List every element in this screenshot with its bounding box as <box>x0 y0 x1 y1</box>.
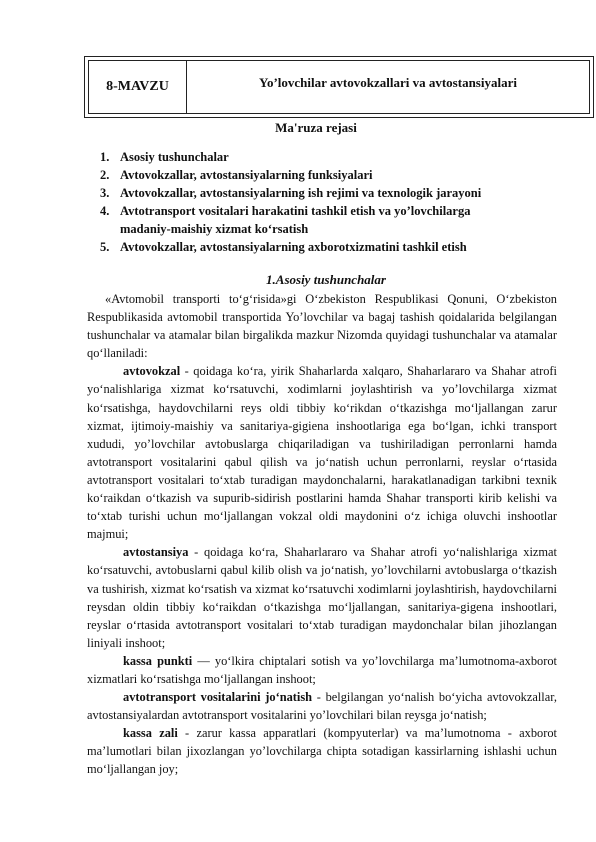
plan-item-number: 3. <box>100 186 110 200</box>
section-body <box>87 290 557 779</box>
term-paragraph <box>87 543 557 652</box>
term-paragraph <box>87 688 557 724</box>
term-definition: - belgilangan yo‘nalish bo‘yicha avtovokzallar, avtostansiyalardan avtotransport vositalarini yo’lovchilari bilan reysga jo‘natish; <box>87 690 557 723</box>
plan-item <box>100 184 520 202</box>
topic-header-table <box>84 56 594 118</box>
term-name: avtotransport vositalarini jo‘natish <box>123 690 313 705</box>
plan-title: Ma'ruza rejasi <box>275 120 357 135</box>
plan-list <box>100 148 520 256</box>
plan-item <box>100 166 520 184</box>
term-definition: - zarur kassa apparatlari (kompyuterlar) va ma’lumotnoma - axborot ma’lumotlari bilan jixozlangan yo’lovchilarga chipta sotadigan kassirlarning ishlashi uchun mo‘ljallangan joy; <box>87 726 557 777</box>
topic-title: Yo’lovchilar avtovokzallari va avtostansiyalari <box>259 75 517 90</box>
term-paragraph <box>87 652 557 688</box>
term-definition: — yo‘lkira chiptalari sotish va yo’lovchilarga ma’lumotnoma-axborot xizmatlari ko‘rsatishga mo‘ljallangan inshoot; <box>87 653 557 686</box>
plan-item <box>100 202 520 238</box>
term-name: avtovokzal <box>123 364 181 379</box>
intro-paragraph: «Avtomobil transporti to‘g‘risida»gi O‘zbekiston Respublikasi Qonuni, O‘zbekiston Respublikasida avtomobil transportida Yo’lovchilar va bagaj tashish qoidalarida belgilangan tushunchalar va atamalar bilan birgalikda mazkur Nizomda quyidagi tushunchalar va atamalar qo‘llaniladi: <box>87 292 557 361</box>
term-name: kassa zali <box>123 726 178 741</box>
plan-item <box>100 238 520 256</box>
plan-item-text: Avtovokzallar, avtostansiyalarning axborotxizmatini tashkil etish <box>120 240 467 254</box>
plan-item <box>100 148 520 166</box>
topic-label: 8-MAVZU <box>89 61 187 113</box>
section-title: 1.Asosiy tushunchalar <box>266 272 386 287</box>
plan-item-text: Asosiy tushunchalar <box>120 150 229 164</box>
term-name: avtostansiya <box>123 545 189 560</box>
plan-item-number: 2. <box>100 168 110 182</box>
plan-item-text: Avtotransport vositalari harakatini tashkil etish va yo’lovchilarga madaniy-maishiy xizmat ko‘rsatish <box>120 204 471 236</box>
plan-item-text: Avtovokzallar, avtostansiyalarning funksiyalari <box>120 168 373 182</box>
term-definition: - qoidaga ko‘ra, yirik Shaharlarda xalqaro, Shaharlararo va Shahar atrofi yo‘nalishlariga xizmat ko‘rsatuvchi, xodimlarni joylashtirish va yo’lovchilarga xizmat ko‘rsatishga, haydovchilarni reys oldi tibbiy ko‘rikdan o‘tkazishga mo‘ljallangan zarur xizmat, ijtimoiy-maishiy va sanitariya-gigiena inshootlariga ega bo‘lgan, ichki transport xududi, yo’lovchilar avtobuslarga chiqariladigan va tushiriladigan perronlarni hamda avtotransport vositalarini qabul qilish va jo‘natish uchun perronlarni, reyslar o‘rtasida avtotransport vositalari to‘xtab turadigan maydonchalarni, harakatlanadigan tarkibni texnik ko‘raikdan o‘tkazish va supurib-sidirish postlarini hamda Shahar transporti kirib kelishi va to‘xtab turishi uchun mo‘ljallangan vokzal oldi maydonini o‘z ichiga oluvchi inshootlar majmui; <box>87 364 557 542</box>
plan-item-number: 4. <box>100 204 110 218</box>
term-paragraph <box>87 362 557 543</box>
plan-item-text: Avtovokzallar, avtostansiyalarning ish rejimi va texnologik jarayoni <box>120 186 482 200</box>
plan-item-number: 5. <box>100 240 110 254</box>
term-paragraph <box>87 724 557 778</box>
term-name: kassa punkti <box>123 653 193 668</box>
term-definition: - qoidaga ko‘ra, Shaharlararo va Shahar atrofi yo‘nalishlariga xizmat ko‘rsatuvchi, avtobuslarni qabul kilib olish va jo‘natish, yo’lovchilarni avtobuslarga o‘tkazish va tushirish, xizmat ko‘rsatish va xizmat ko‘rsatuvchi xodimlarni joylashtirish, haydovchilarni reysdan oldin tibbiy ko‘raikdan o‘tkazishga mo‘ljallangan, sanitariya-gigena inshootlari, reyslar o‘rtasida avtotransport vositalari to‘xtab turadigan maydonchalar bilan jihozlangan liniyali inshoot; <box>87 545 557 650</box>
plan-item-number: 1. <box>100 150 110 164</box>
topic-header-inner <box>88 60 590 114</box>
